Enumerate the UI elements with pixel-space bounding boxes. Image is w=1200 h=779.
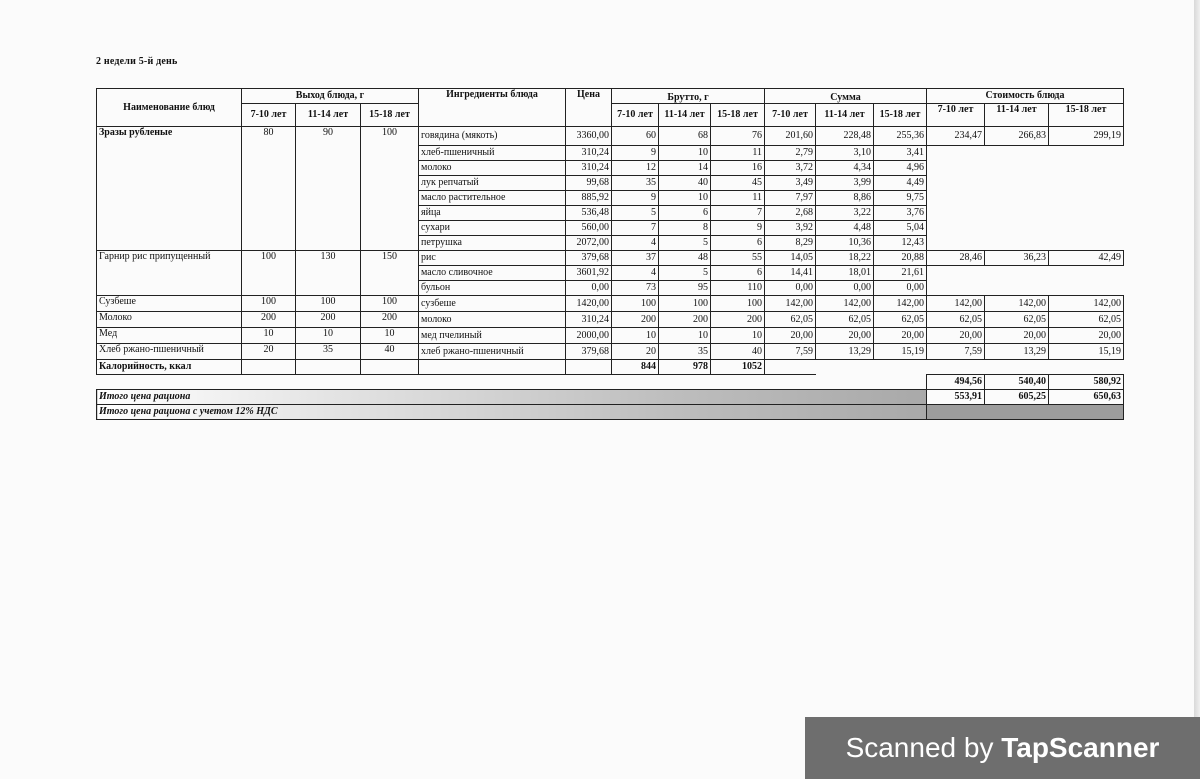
empty-cost-area — [927, 146, 1124, 251]
gross-weight: 95 — [659, 281, 711, 296]
gross-weight: 11 — [711, 146, 765, 161]
subtotal-value: 580,92 — [1049, 375, 1124, 390]
table-row — [97, 251, 1124, 266]
dish-cost: 42,49 — [1049, 251, 1124, 266]
ingredient-price: 310,24 — [566, 312, 612, 328]
dish-cost: 7,59 — [927, 344, 985, 360]
calories-value: 844 — [612, 360, 659, 375]
gross-weight: 10 — [612, 328, 659, 344]
table-row — [97, 127, 1124, 146]
gross-weight: 55 — [711, 251, 765, 266]
sum-value: 7,97 — [765, 191, 816, 206]
gross-weight: 4 — [612, 266, 659, 281]
gross-age-1: 7-10 лет — [612, 104, 659, 127]
dish-name: Мед — [97, 328, 242, 344]
gross-weight: 68 — [659, 127, 711, 146]
gross-weight: 16 — [711, 161, 765, 176]
sum-value: 15,19 — [874, 344, 927, 360]
ingredient-price: 1420,00 — [566, 296, 612, 312]
gross-age-2: 11-14 лет — [659, 104, 711, 127]
dish-yield: 10 — [296, 328, 361, 344]
table-row — [97, 328, 1124, 344]
ingredient-name: сузбеше — [419, 296, 566, 312]
cost-age-3: 15-18 лет — [1049, 104, 1124, 127]
sum-value: 142,00 — [765, 296, 816, 312]
dish-yield: 100 — [361, 296, 419, 312]
ingredient-name: хлеб-пшеничный — [419, 146, 566, 161]
cost-age-2: 11-14 лет — [985, 104, 1049, 127]
gross-weight: 35 — [612, 176, 659, 191]
sum-value: 5,04 — [874, 221, 927, 236]
ingredient-price: 379,68 — [566, 251, 612, 266]
gross-age-3: 15-18 лет — [711, 104, 765, 127]
gross-weight: 6 — [659, 206, 711, 221]
dish-yield: 130 — [296, 251, 361, 296]
gross-weight: 10 — [711, 328, 765, 344]
dish-yield: 35 — [296, 344, 361, 360]
sum-value: 14,05 — [765, 251, 816, 266]
dish-cost: 20,00 — [927, 328, 985, 344]
dish-yield: 100 — [361, 127, 419, 251]
sum-value: 62,05 — [874, 312, 927, 328]
empty-cell — [816, 360, 1124, 375]
sum-value: 18,22 — [816, 251, 874, 266]
cost-header: Стоимость блюда — [927, 89, 1124, 104]
empty-cell — [765, 360, 816, 375]
ingredient-name: сухари — [419, 221, 566, 236]
sum-header: Сумма — [765, 89, 927, 104]
sum-value: 3,76 — [874, 206, 927, 221]
dish-name: Молоко — [97, 312, 242, 328]
spacer-cell — [97, 375, 927, 390]
page-edge-shadow — [1194, 0, 1200, 779]
ingredient-price: 379,68 — [566, 344, 612, 360]
dish-yield: 200 — [361, 312, 419, 328]
sum-value: 142,00 — [816, 296, 874, 312]
sum-value: 4,48 — [816, 221, 874, 236]
sum-value: 8,29 — [765, 236, 816, 251]
header-row-1 — [97, 89, 1124, 104]
yield-age-2: 11-14 лет — [296, 104, 361, 127]
gross-weight: 5 — [659, 236, 711, 251]
gross-weight: 60 — [612, 127, 659, 146]
sum-value: 21,61 — [874, 266, 927, 281]
gross-weight: 40 — [659, 176, 711, 191]
sum-value: 3,10 — [816, 146, 874, 161]
gross-weight: 100 — [612, 296, 659, 312]
sum-value: 0,00 — [816, 281, 874, 296]
ingredient-name: молоко — [419, 161, 566, 176]
empty-cell — [419, 360, 566, 375]
gross-weight: 73 — [612, 281, 659, 296]
sum-age-1: 7-10 лет — [765, 104, 816, 127]
sum-value: 0,00 — [765, 281, 816, 296]
price-header: Цена — [566, 89, 612, 127]
table-row — [97, 312, 1124, 328]
gross-weight: 40 — [711, 344, 765, 360]
ingredient-price: 310,24 — [566, 161, 612, 176]
gross-weight: 110 — [711, 281, 765, 296]
dish-yield: 150 — [361, 251, 419, 296]
gross-weight: 7 — [711, 206, 765, 221]
sum-value: 142,00 — [874, 296, 927, 312]
yield-header: Выход блюда, г — [242, 89, 419, 104]
empty-cell — [296, 360, 361, 375]
gross-weight: 9 — [612, 191, 659, 206]
empty-cell — [242, 360, 296, 375]
sum-value: 14,41 — [765, 266, 816, 281]
gross-weight: 10 — [659, 191, 711, 206]
dish-cost: 266,83 — [985, 127, 1049, 146]
gross-weight: 45 — [711, 176, 765, 191]
gross-weight: 100 — [711, 296, 765, 312]
gross-weight: 7 — [612, 221, 659, 236]
ingredient-name: хлеб ржано-пшеничный — [419, 344, 566, 360]
scanner-watermark — [805, 717, 1200, 779]
sum-value: 8,86 — [816, 191, 874, 206]
gross-weight: 100 — [659, 296, 711, 312]
sum-value: 3,72 — [765, 161, 816, 176]
cost-age-1: 7-10 лет — [927, 104, 985, 127]
ingredient-name: мед пчелиный — [419, 328, 566, 344]
vat-total-row — [97, 405, 1124, 420]
sum-value: 7,59 — [765, 344, 816, 360]
gross-weight: 6 — [711, 236, 765, 251]
sum-value: 201,60 — [765, 127, 816, 146]
sum-value: 20,00 — [765, 328, 816, 344]
ingredient-name: масло растительное — [419, 191, 566, 206]
sum-value: 3,92 — [765, 221, 816, 236]
dish-name: Зразы рубленые — [97, 127, 242, 251]
subtotal-value: 540,40 — [985, 375, 1049, 390]
ingredients-header: Ингредиенты блюда — [419, 89, 566, 127]
dish-cost: 299,19 — [1049, 127, 1124, 146]
calories-row — [97, 360, 1124, 375]
sum-value: 228,48 — [816, 127, 874, 146]
dish-yield: 200 — [242, 312, 296, 328]
sum-value: 62,05 — [765, 312, 816, 328]
sum-value: 0,00 — [874, 281, 927, 296]
dish-cost: 20,00 — [1049, 328, 1124, 344]
ingredient-price: 3360,00 — [566, 127, 612, 146]
ingredient-name: рис — [419, 251, 566, 266]
sum-value: 12,43 — [874, 236, 927, 251]
gross-weight: 5 — [612, 206, 659, 221]
sum-value: 13,29 — [816, 344, 874, 360]
ingredient-name: петрушка — [419, 236, 566, 251]
ingredient-price: 0,00 — [566, 281, 612, 296]
empty-cell — [566, 360, 612, 375]
gross-weight: 9 — [711, 221, 765, 236]
dish-name: Гарнир рис припущенный — [97, 251, 242, 296]
calories-label: Калорийность, ккал — [97, 360, 242, 375]
dish-yield: 40 — [361, 344, 419, 360]
ration-total-row — [97, 390, 1124, 405]
dish-cost: 13,29 — [985, 344, 1049, 360]
dish-cost: 36,23 — [985, 251, 1049, 266]
sum-value: 20,00 — [874, 328, 927, 344]
calories-value: 1052 — [711, 360, 765, 375]
ingredient-name: бульон — [419, 281, 566, 296]
watermark-prefix: Scanned by — [845, 732, 1002, 763]
sum-value: 3,99 — [816, 176, 874, 191]
ingredient-price: 885,92 — [566, 191, 612, 206]
ingredient-price: 3601,92 — [566, 266, 612, 281]
gross-weight: 35 — [659, 344, 711, 360]
dish-cost: 62,05 — [1049, 312, 1124, 328]
ingredient-price: 2000,00 — [566, 328, 612, 344]
table-body — [97, 127, 1124, 420]
sum-value: 4,34 — [816, 161, 874, 176]
dish-cost: 62,05 — [985, 312, 1049, 328]
sum-value: 20,00 — [816, 328, 874, 344]
sum-age-3: 15-18 лет — [874, 104, 927, 127]
dish-cost: 20,00 — [985, 328, 1049, 344]
gross-weight: 8 — [659, 221, 711, 236]
ingredient-name: яйца — [419, 206, 566, 221]
gross-weight: 76 — [711, 127, 765, 146]
dish-name: Сузбеше — [97, 296, 242, 312]
gross-weight: 10 — [659, 146, 711, 161]
subtotal-value: 494,56 — [927, 375, 985, 390]
dish-cost: 142,00 — [1049, 296, 1124, 312]
dish-name: Хлеб ржано-пшеничный — [97, 344, 242, 360]
dish-yield: 100 — [296, 296, 361, 312]
dish-yield: 10 — [361, 328, 419, 344]
ingredient-price: 99,68 — [566, 176, 612, 191]
page-title: 2 недели 5-й день — [96, 56, 178, 67]
yield-age-1: 7-10 лет — [242, 104, 296, 127]
sum-value: 2,68 — [765, 206, 816, 221]
ingredient-name: масло сливочное — [419, 266, 566, 281]
gross-weight: 5 — [659, 266, 711, 281]
ingredient-price: 536,48 — [566, 206, 612, 221]
ingredient-name: лук репчатый — [419, 176, 566, 191]
menu-cost-table — [96, 88, 1124, 420]
table-row — [97, 296, 1124, 312]
gross-weight: 37 — [612, 251, 659, 266]
table-row — [97, 344, 1124, 360]
gross-weight: 14 — [659, 161, 711, 176]
ration-total-value: 605,25 — [985, 390, 1049, 405]
ingredient-price: 310,24 — [566, 146, 612, 161]
dish-cost: 234,47 — [927, 127, 985, 146]
subtotal-row — [97, 375, 1124, 390]
vat-total-blank — [927, 405, 1124, 420]
ration-total-label: Итого цена рациона — [97, 390, 927, 405]
ingredient-name: говядина (мякоть) — [419, 127, 566, 146]
dish-yield: 100 — [242, 296, 296, 312]
calories-value: 978 — [659, 360, 711, 375]
sum-value: 3,22 — [816, 206, 874, 221]
sum-value: 2,79 — [765, 146, 816, 161]
vat-total-label: Итого цена рациона с учетом 12% НДС — [97, 405, 927, 420]
dish-cost: 142,00 — [985, 296, 1049, 312]
dish-yield: 80 — [242, 127, 296, 251]
dish-yield: 90 — [296, 127, 361, 251]
gross-weight: 20 — [612, 344, 659, 360]
ration-total-value: 650,63 — [1049, 390, 1124, 405]
gross-weight: 12 — [612, 161, 659, 176]
gross-weight: 200 — [711, 312, 765, 328]
dish-name-header: Наименование блюд — [97, 89, 242, 127]
gross-weight: 6 — [711, 266, 765, 281]
dish-cost: 15,19 — [1049, 344, 1124, 360]
dish-yield: 10 — [242, 328, 296, 344]
ration-total-value: 553,91 — [927, 390, 985, 405]
dish-yield: 100 — [242, 251, 296, 296]
sum-value: 255,36 — [874, 127, 927, 146]
dish-cost: 28,46 — [927, 251, 985, 266]
sum-value: 20,88 — [874, 251, 927, 266]
sum-value: 62,05 — [816, 312, 874, 328]
gross-weight: 48 — [659, 251, 711, 266]
gross-header: Брутто, г — [612, 89, 765, 104]
yield-age-3: 15-18 лет — [361, 104, 419, 127]
sum-value: 10,36 — [816, 236, 874, 251]
ingredient-price: 560,00 — [566, 221, 612, 236]
ingredient-name: молоко — [419, 312, 566, 328]
gross-weight: 10 — [659, 328, 711, 344]
watermark-brand: TapScanner — [1001, 732, 1160, 763]
dish-yield: 20 — [242, 344, 296, 360]
sum-age-2: 11-14 лет — [816, 104, 874, 127]
gross-weight: 4 — [612, 236, 659, 251]
dish-yield: 200 — [296, 312, 361, 328]
sum-value: 4,49 — [874, 176, 927, 191]
sum-value: 3,41 — [874, 146, 927, 161]
dish-cost: 62,05 — [927, 312, 985, 328]
sum-value: 18,01 — [816, 266, 874, 281]
empty-cost-area — [927, 266, 1124, 296]
sum-value: 3,49 — [765, 176, 816, 191]
empty-cell — [361, 360, 419, 375]
gross-weight: 11 — [711, 191, 765, 206]
gross-weight: 9 — [612, 146, 659, 161]
gross-weight: 200 — [659, 312, 711, 328]
sum-value: 4,96 — [874, 161, 927, 176]
sum-value: 9,75 — [874, 191, 927, 206]
gross-weight: 200 — [612, 312, 659, 328]
dish-cost: 142,00 — [927, 296, 985, 312]
ingredient-price: 2072,00 — [566, 236, 612, 251]
